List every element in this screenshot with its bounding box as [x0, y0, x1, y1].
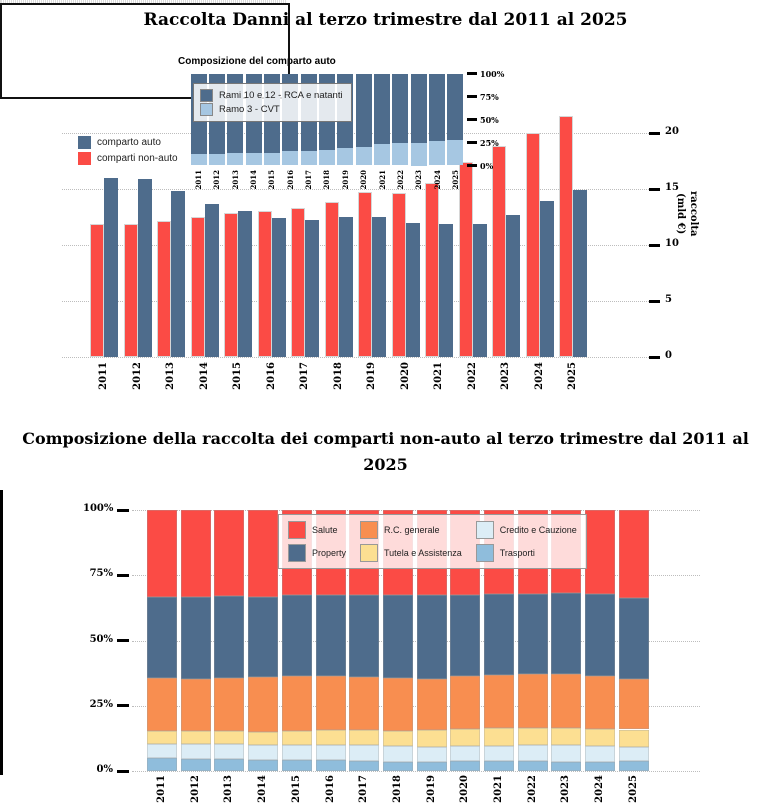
bottom-chart-legend — [278, 514, 587, 569]
inset-chart-title: Composizione del comparto auto — [178, 56, 336, 67]
bar-credito-e-cauzione-2013 — [214, 744, 244, 759]
top-xtick-label-2014: 2014 — [198, 362, 210, 390]
bar-r-c-generale-2014 — [248, 677, 278, 732]
top-ytick-label-15: 15 — [665, 182, 679, 193]
bar-credito-e-cauzione-2015 — [282, 745, 312, 760]
top-ytick-label-5: 5 — [665, 294, 672, 305]
inset-bar-cvt-2024 — [429, 141, 445, 165]
bottom-xtick-label-2024: 2024 — [594, 775, 606, 803]
inset-xtick-label-2017: 2017 — [304, 170, 314, 190]
bar-credito-e-cauzione-2014 — [248, 745, 278, 760]
bar-property-2020 — [450, 595, 480, 676]
bottom-ytick-mark — [117, 704, 129, 707]
bottom-ytick-mark — [117, 639, 129, 642]
top-xtick-label-2012: 2012 — [131, 362, 143, 390]
inset-xtick-label-2024: 2024 — [432, 170, 442, 190]
legend-swatch — [476, 544, 494, 562]
inset-bar-rca-2021 — [374, 74, 390, 145]
inset-xtick-label-2021: 2021 — [377, 170, 387, 190]
bottom-xtick-label-2022: 2022 — [526, 775, 538, 803]
bar-auto-2022 — [473, 224, 487, 357]
inset-ytick-label-0%: 0% — [480, 160, 494, 171]
bar-non-auto-2025 — [559, 116, 573, 357]
inset-bar-cvt-2023 — [411, 143, 427, 166]
bar-non-auto-2015 — [224, 213, 238, 357]
bar-trasporti-2022 — [518, 761, 548, 771]
bar-trasporti-2023 — [551, 762, 581, 771]
inset-bar-cvt-2020 — [356, 147, 372, 165]
bottom-legend-item — [288, 521, 346, 539]
top-xtick-label-2013: 2013 — [165, 362, 176, 390]
bar-auto-2025 — [573, 190, 587, 357]
inset-xtick-label-2023: 2023 — [414, 170, 424, 190]
bar-r-c-generale-2020 — [450, 676, 480, 729]
inset-bar-cvt-2017 — [301, 151, 317, 166]
bar-non-auto-2023 — [492, 146, 506, 357]
bar-r-c-generale-2011 — [147, 678, 177, 730]
inset-bar-rca-2024 — [429, 74, 445, 142]
top-ytick-label-0: 0 — [665, 350, 672, 361]
bar-r-c-generale-2012 — [181, 679, 211, 731]
bar-credito-e-cauzione-2019 — [417, 747, 447, 762]
bottom-gridline-0% — [132, 771, 700, 772]
bar-non-auto-2016 — [258, 211, 272, 357]
bar-tutela-e-assistenza-2014 — [248, 732, 278, 745]
inset-legend-item — [200, 89, 343, 102]
bar-auto-2017 — [305, 220, 319, 357]
bar-tutela-e-assistenza-2017 — [349, 730, 379, 746]
inset-bar-cvt-2014 — [246, 153, 262, 165]
inset-bar-cvt-2025 — [447, 140, 463, 165]
inset-bar-rca-2025 — [447, 74, 463, 141]
legend-label: Ramo 3 - CVT — [219, 104, 280, 115]
legend-label: comparto auto — [97, 137, 161, 148]
bar-property-2017 — [349, 595, 379, 677]
top-ytick-mark-10 — [649, 244, 660, 247]
bar-r-c-generale-2022 — [518, 674, 548, 728]
inset-ytick-label-25%: 25% — [480, 137, 499, 148]
inset-xtick-label-2025: 2025 — [450, 170, 460, 190]
bar-trasporti-2013 — [214, 759, 244, 771]
bottom-ytick-label-75%: 75% — [89, 568, 113, 580]
bar-salute-2014 — [248, 510, 278, 597]
bar-tutela-e-assistenza-2016 — [316, 730, 346, 745]
bar-property-2013 — [214, 596, 244, 678]
bar-non-auto-2012 — [124, 224, 138, 357]
bottom-ytick-mark — [117, 574, 129, 577]
bottom-chart-title — [0, 426, 771, 478]
bar-property-2021 — [484, 594, 514, 675]
bar-property-2019 — [417, 595, 447, 679]
bar-salute-2025 — [619, 510, 649, 598]
bar-non-auto-2018 — [325, 202, 339, 357]
bar-auto-2012 — [138, 179, 152, 357]
bottom-xtick-label-2011: 2011 — [156, 775, 167, 803]
bar-auto-2011 — [104, 178, 118, 357]
bar-non-auto-2017 — [291, 208, 305, 357]
bar-tutela-e-assistenza-2022 — [518, 728, 548, 745]
top-chart-title: Raccolta Danni al terzo trimestre dal 2011 al 2025 — [143, 10, 628, 30]
top-xtick-label-2023: 2023 — [500, 362, 511, 390]
bar-tutela-e-assistenza-2025 — [619, 730, 649, 747]
inset-bar-cvt-2022 — [392, 143, 408, 165]
bar-r-c-generale-2017 — [349, 677, 379, 730]
inset-bar-cvt-2016 — [282, 151, 298, 165]
inset-bar-cvt-2021 — [374, 144, 390, 165]
inset-xtick-label-2011: 2011 — [194, 170, 203, 190]
bottom-xtick-label-2012: 2012 — [189, 775, 201, 803]
bottom-chart-title-line2: 2025 — [363, 455, 408, 474]
legend-swatch — [476, 521, 494, 539]
inset-ytick-mark — [467, 118, 477, 121]
inset-xtick-label-2022: 2022 — [395, 170, 405, 190]
inset-bar-cvt-2012 — [209, 154, 225, 166]
inset-xtick-label-2013: 2013 — [230, 170, 240, 190]
inset-bar-rca-2020 — [356, 74, 372, 148]
bar-trasporti-2021 — [484, 761, 514, 771]
bar-r-c-generale-2018 — [383, 678, 413, 731]
bar-r-c-generale-2015 — [282, 676, 312, 731]
bar-auto-2016 — [272, 218, 286, 357]
legend-label: Property — [312, 548, 347, 558]
bar-r-c-generale-2024 — [585, 676, 615, 728]
bar-auto-2014 — [205, 204, 219, 357]
bottom-legend-item — [360, 521, 462, 539]
legend-label: Rami 10 e 12 - RCA e natanti — [219, 90, 343, 101]
bottom-legend-item — [288, 544, 346, 562]
inset-ytick-mark — [467, 164, 477, 167]
bar-tutela-e-assistenza-2018 — [383, 731, 413, 747]
legend-swatch — [360, 544, 378, 562]
bar-trasporti-2020 — [450, 761, 480, 771]
bar-property-2011 — [147, 597, 177, 678]
bar-r-c-generale-2013 — [214, 678, 244, 732]
legend-swatch — [288, 544, 306, 562]
bar-trasporti-2018 — [383, 762, 413, 771]
bar-r-c-generale-2023 — [551, 674, 581, 728]
bar-auto-2023 — [506, 215, 520, 357]
bar-credito-e-cauzione-2025 — [619, 747, 649, 761]
inset-xtick-label-2019: 2019 — [340, 170, 350, 190]
bar-tutela-e-assistenza-2023 — [551, 728, 581, 744]
inset-ytick-mark — [467, 95, 477, 98]
bottom-xtick-label-2013: 2013 — [223, 775, 235, 803]
bar-trasporti-2025 — [619, 761, 649, 771]
bar-auto-2018 — [339, 217, 353, 357]
legend-label: Tutela e Assistenza — [384, 548, 462, 558]
bar-salute-2024 — [585, 510, 615, 594]
bar-property-2016 — [316, 595, 346, 676]
legend-swatch — [200, 89, 213, 102]
bar-trasporti-2012 — [181, 759, 211, 771]
bar-credito-e-cauzione-2022 — [518, 745, 548, 761]
bottom-ytick-mark — [117, 770, 129, 773]
bar-credito-e-cauzione-2018 — [383, 746, 413, 762]
bar-property-2025 — [619, 598, 649, 679]
top-ytick-label-10: 10 — [665, 238, 679, 249]
inset-ytick-label-50%: 50% — [480, 114, 499, 125]
top-xtick-label-2021: 2021 — [433, 362, 444, 390]
bottom-ytick-label-100%: 100% — [83, 503, 114, 514]
bottom-xtick-label-2021: 2021 — [493, 775, 504, 803]
bar-property-2024 — [585, 594, 615, 676]
bottom-xtick-label-2017: 2017 — [358, 775, 370, 803]
bar-r-c-generale-2021 — [484, 675, 514, 728]
inset-xtick-label-2018: 2018 — [322, 170, 332, 190]
inset-xtick-label-2020: 2020 — [359, 170, 369, 190]
inset-bar-cvt-2015 — [264, 153, 280, 166]
bottom-legend-item — [476, 544, 577, 562]
top-xtick-label-2022: 2022 — [466, 362, 478, 390]
top-xtick-label-2016: 2016 — [265, 362, 277, 390]
bottom-xtick-label-2015: 2015 — [290, 775, 302, 803]
bottom-legend-item — [476, 521, 577, 539]
inset-bar-cvt-2019 — [337, 148, 353, 165]
y-axis-label-line1: raccolta — [688, 191, 699, 237]
bar-non-auto-2020 — [392, 193, 406, 357]
bar-tutela-e-assistenza-2011 — [147, 731, 177, 744]
bar-salute-2012 — [181, 510, 211, 597]
inset-ytick-mark — [467, 72, 477, 75]
bar-tutela-e-assistenza-2020 — [450, 729, 480, 746]
bar-auto-2024 — [540, 201, 554, 357]
bar-credito-e-cauzione-2023 — [551, 745, 581, 762]
bar-non-auto-2014 — [191, 217, 205, 357]
top-xtick-label-2019: 2019 — [366, 362, 377, 390]
bar-tutela-e-assistenza-2021 — [484, 728, 514, 746]
bar-auto-2020 — [406, 223, 420, 357]
bottom-y-axis-line — [0, 490, 3, 775]
top-xtick-label-2017: 2017 — [299, 362, 310, 390]
legend-label: Salute — [312, 525, 338, 535]
bar-property-2012 — [181, 597, 211, 679]
bar-property-2023 — [551, 593, 581, 675]
inset-bar-cvt-2018 — [319, 150, 335, 166]
bar-property-2022 — [518, 594, 548, 675]
bottom-legend-item — [360, 544, 462, 562]
top-xtick-label-2018: 2018 — [332, 362, 344, 390]
bottom-xtick-label-2014: 2014 — [257, 775, 269, 803]
inset-bar-cvt-2013 — [227, 153, 243, 165]
top-xtick-label-2020: 2020 — [399, 362, 411, 390]
bar-non-auto-2021 — [425, 183, 439, 357]
inset-bar-rca-2023 — [411, 74, 427, 143]
bar-property-2018 — [383, 595, 413, 678]
bar-non-auto-2019 — [358, 192, 372, 357]
bar-property-2014 — [248, 597, 278, 676]
bottom-ytick-label-25%: 25% — [89, 698, 113, 710]
bar-trasporti-2016 — [316, 760, 346, 771]
inset-xtick-label-2016: 2016 — [285, 170, 295, 190]
legend-swatch — [200, 103, 213, 116]
bar-non-auto-2011 — [90, 224, 104, 357]
legend-label: Credito e Cauzione — [499, 525, 577, 535]
legend-swatch — [288, 521, 306, 539]
bar-non-auto-2013 — [157, 221, 171, 357]
bar-non-auto-2022 — [459, 162, 473, 357]
inset-legend-item — [200, 103, 343, 116]
bar-credito-e-cauzione-2011 — [147, 744, 177, 759]
top-ytick-mark-5 — [649, 300, 660, 303]
legend-label: Trasporti — [499, 548, 535, 558]
top-ytick-label-20: 20 — [665, 126, 679, 137]
bottom-xtick-label-2023: 2023 — [560, 775, 572, 803]
bar-tutela-e-assistenza-2013 — [214, 731, 244, 744]
bottom-xtick-label-2025: 2025 — [627, 775, 639, 803]
top-xtick-label-2015: 2015 — [232, 362, 243, 390]
y-axis-label-line2: (mld €) — [675, 193, 686, 235]
legend-swatch — [360, 521, 378, 539]
bar-tutela-e-assistenza-2015 — [282, 731, 312, 745]
bar-trasporti-2017 — [349, 761, 379, 771]
bar-trasporti-2011 — [147, 758, 177, 771]
inset-bar-rca-2022 — [392, 74, 408, 144]
bottom-xtick-label-2016: 2016 — [324, 775, 336, 803]
inset-xtick-label-2012: 2012 — [212, 170, 222, 190]
bar-credito-e-cauzione-2020 — [450, 746, 480, 761]
bottom-xtick-label-2019: 2019 — [425, 775, 437, 803]
inset-xtick-label-2014: 2014 — [249, 170, 259, 190]
top-xtick-label-2011: 2011 — [98, 362, 109, 390]
bar-credito-e-cauzione-2017 — [349, 745, 379, 760]
bottom-ytick-label-0%: 0% — [96, 764, 113, 775]
bar-r-c-generale-2019 — [417, 679, 447, 730]
bar-auto-2015 — [238, 211, 252, 357]
bottom-chart-title-line1: Composizione della raccolta dei comparti non-auto al terzo trimestre dal 2011 al — [22, 429, 749, 448]
inset-xtick-label-2015: 2015 — [267, 170, 277, 190]
top-gridline-0 — [62, 357, 649, 358]
bottom-ytick-label-50%: 50% — [89, 633, 113, 645]
bar-salute-2011 — [147, 510, 177, 597]
bar-tutela-e-assistenza-2012 — [181, 731, 211, 744]
top-ytick-mark-0 — [649, 356, 660, 359]
bottom-xtick-label-2020: 2020 — [459, 775, 471, 803]
bottom-ytick-mark — [117, 509, 129, 512]
bar-credito-e-cauzione-2024 — [585, 746, 615, 761]
bar-salute-2013 — [214, 510, 244, 596]
bar-tutela-e-assistenza-2019 — [417, 730, 447, 747]
bar-credito-e-cauzione-2016 — [316, 745, 346, 760]
bar-tutela-e-assistenza-2024 — [585, 729, 615, 746]
inset-bar-cvt-2011 — [191, 154, 207, 166]
top-xtick-label-2024: 2024 — [533, 362, 545, 390]
bar-r-c-generale-2025 — [619, 679, 649, 729]
inset-ytick-label-75%: 75% — [480, 91, 499, 102]
bar-trasporti-2015 — [282, 760, 312, 771]
bar-non-auto-2024 — [526, 133, 540, 357]
bottom-xtick-label-2018: 2018 — [391, 775, 403, 803]
inset-ytick-mark — [467, 141, 477, 144]
bar-property-2015 — [282, 595, 312, 675]
top-xtick-label-2025: 2025 — [567, 362, 578, 390]
bar-credito-e-cauzione-2021 — [484, 746, 514, 761]
bar-auto-2013 — [171, 191, 185, 357]
bar-auto-2021 — [439, 224, 453, 357]
inset-ytick-label-100%: 100% — [480, 68, 505, 79]
bar-credito-e-cauzione-2012 — [181, 744, 211, 759]
legend-label: comparti non-auto — [97, 153, 178, 164]
inset-chart-legend — [193, 83, 352, 122]
legend-label: R.C. generale — [384, 525, 440, 535]
bar-trasporti-2019 — [417, 762, 447, 771]
bar-auto-2019 — [372, 217, 386, 357]
bar-trasporti-2014 — [248, 760, 278, 771]
bar-r-c-generale-2016 — [316, 676, 346, 730]
bar-trasporti-2024 — [585, 762, 615, 771]
